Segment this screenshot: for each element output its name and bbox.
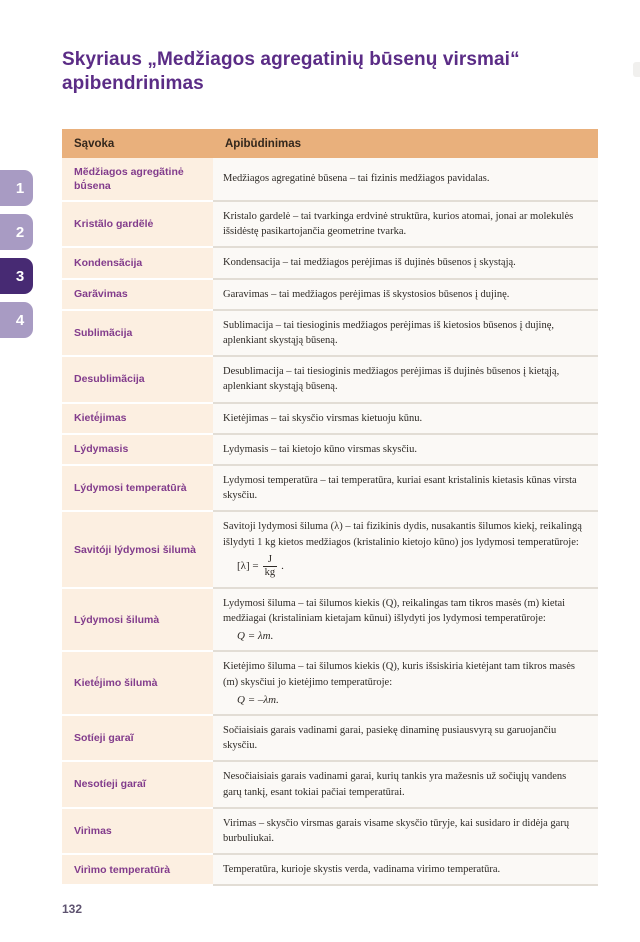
formula-suffix: . [281, 560, 284, 573]
term-cell [62, 809, 213, 855]
term-label: Kietė́jimas [74, 412, 127, 425]
term-label: Desublimãcija [74, 373, 145, 386]
term-label: Kondensãcija [74, 256, 143, 269]
definition-text: Sublimacija – tai tiesioginis medžiagos perėjimas iš kietosios būsenos į dujinę, aplenkiant skystąją būseną. [223, 319, 554, 346]
chapter-tab-3 [0, 258, 33, 294]
fraction [263, 554, 278, 579]
term-label: Nesotíeji garaĩ [74, 778, 146, 791]
definition-cell [213, 435, 598, 466]
term-label: Lýdymosi temperatūrà [74, 482, 187, 495]
table-row [62, 466, 598, 512]
definition-text: Kietėjimo šiluma – tai šilumos kiekis (Q), kuris išsiskiria kietėjant tam tikros masės (m) skysčiui jo kietėjimo temperatūroje: [223, 661, 575, 688]
term-label: Mẽdžiagos agregãtinė bū́sena [74, 165, 184, 192]
definition-cell [213, 466, 598, 512]
term-cell [62, 357, 213, 403]
fraction-denominator: kg [264, 566, 276, 578]
chapter-tab-1 [0, 170, 33, 206]
page-number: 132 [62, 902, 83, 917]
definition-text: Garavimas – tai medžiagos perėjimas iš skystosios būsenos į dujinę. [223, 288, 510, 300]
term-label: Virìmas [74, 824, 112, 837]
definition-cell [213, 512, 598, 589]
term-label: Kristãlo gardẽlė [74, 217, 154, 230]
page-edge-mark [633, 62, 640, 77]
chapter-tab-label: 1 [15, 179, 25, 197]
chapter-tabs [0, 170, 33, 346]
fraction-numerator: J [267, 553, 272, 565]
definition-cell [213, 716, 598, 762]
table-header-definition: Apibūdinimas [225, 137, 302, 150]
definition-cell [213, 652, 598, 715]
formula [237, 694, 586, 706]
term-cell [62, 512, 213, 589]
table-row [62, 809, 598, 855]
definition-cell [213, 202, 598, 248]
table-row [62, 589, 598, 652]
definition-text: Sočiaisiais garais vadinami garai, pasiekę dinaminę pusiausvyrą su garuojančiu skysčiu. [223, 724, 557, 752]
definition-cell [213, 762, 598, 808]
definition-cell [213, 311, 598, 357]
definition-text: Desublimacija – tai tiesioginis medžiagos perėjimas iš dujinės būsenos į kietąją, aplenkiant skystąją būseną. [223, 366, 560, 393]
definition-text: Medžiagos agregatinė būsena – tai fizinis medžiagos pavidalas. [223, 173, 490, 185]
table-body [62, 158, 598, 887]
definition-cell [213, 280, 598, 311]
definition-text: Virimas – skysčio virsmas garais visame skysčio tūryje, kai susidaro ir didėja garų burbuliukai. [223, 817, 570, 844]
table-row [62, 404, 598, 435]
definition-text: Savitoji lydymosi šiluma (λ) – tai fizikinis dydis, nusakantis šilumos kiekį, reikalingą išlydyti 1 kg kietos medžiagos (kristalinio kietojo kūno) jos lydymosi temperatūroje: [223, 521, 582, 548]
page-title [62, 48, 600, 96]
definition-cell [213, 589, 598, 652]
term-cell [62, 202, 213, 248]
term-label: Virìmo temperatūrà [74, 863, 171, 876]
page-title-line1: Skyriaus „Medžiagos agregatinių būsenų virsmai“ [62, 49, 520, 70]
term-cell [62, 158, 213, 202]
term-cell [62, 589, 213, 652]
definition-text: Lydymasis – tai kietojo kūno virsmas skysčiu. [223, 443, 417, 455]
table-row [62, 762, 598, 808]
term-label: Sublimãcija [74, 326, 133, 339]
definition-text: Lydymosi temperatūra – tai temperatūra, kuriai esant kristalinis kietasis kūnas virsta skysčiu. [223, 475, 577, 502]
term-label: Savitóji lýdymosi šilumà [74, 543, 196, 556]
definition-cell [213, 357, 598, 403]
term-cell [62, 311, 213, 357]
chapter-tab-4 [0, 302, 33, 338]
term-cell [62, 248, 213, 279]
chapter-tab-2 [0, 214, 33, 250]
table-row [62, 248, 598, 279]
term-label: Sotíeji garaĩ [74, 732, 134, 745]
term-label: Kietė́jimo šilumà [74, 677, 158, 690]
chapter-tab-label: 3 [15, 267, 25, 285]
definition-text: Lydymosi šiluma – tai šilumos kiekis (Q), reikalingas tam tikros masės (m) kietai medžiagai (kristaliniam kietajam kūnui) išlydyti jos lydymosi temperatūroje: [223, 598, 566, 625]
definition-cell [213, 158, 598, 202]
table-row [62, 311, 598, 357]
term-label: Garãvimas [74, 288, 128, 301]
table-row [62, 202, 598, 248]
term-cell [62, 855, 213, 886]
term-label: Lýdymosi šilumà [74, 613, 160, 626]
term-label: Lýdymasis [74, 443, 129, 456]
chapter-tab-label: 4 [15, 311, 25, 329]
table-row [62, 652, 598, 715]
term-cell [62, 404, 213, 435]
table-row [62, 357, 598, 403]
formula-lhs: [λ] = [237, 560, 259, 573]
table-row [62, 512, 598, 589]
definition-cell [213, 809, 598, 855]
term-cell [62, 435, 213, 466]
table-row [62, 435, 598, 466]
definition-text: Kristalo gardelė – tai tvarkinga erdvinė struktūra, kurios atomai, jonai ar molekulės išsidėstę pasikartojančia geometrine tvarka. [223, 210, 574, 238]
definition-text: Kietėjimas – tai skysčio virsmas kietuoju kūnu. [223, 412, 423, 424]
term-cell [62, 652, 213, 715]
formula [237, 630, 586, 642]
definition-cell [213, 248, 598, 279]
term-cell [62, 716, 213, 762]
summary-table [62, 129, 598, 887]
table-row [62, 855, 598, 886]
definition-cell [213, 855, 598, 886]
term-cell [62, 280, 213, 311]
formula-inline: Q = λm. [237, 630, 274, 643]
table-header-term: Sąvoka [74, 137, 115, 150]
formula [237, 554, 586, 579]
table-row [62, 158, 598, 202]
definition-text: Nesočiaisiais garais vadinami garai, kurių tankis yra mažesnis už sočiųjų vandens garų tankį, esant tokiai pačiai temperatūrai. [223, 771, 567, 798]
formula-inline: Q = –λm. [237, 693, 279, 706]
term-cell [62, 466, 213, 512]
definition-text: Temperatūra, kurioje skystis verda, vadinama virimo temperatūra. [223, 864, 501, 876]
term-cell [62, 762, 213, 808]
table-header-row [62, 129, 598, 158]
definition-cell [213, 404, 598, 435]
table-row [62, 716, 598, 762]
chapter-tab-label: 2 [15, 223, 25, 241]
definition-text: Kondensacija – tai medžiagos perėjimas iš dujinės būsenos į skystąją. [223, 257, 516, 269]
table-row [62, 280, 598, 311]
formula-fraction [237, 554, 284, 579]
page-title-line2: apibendrinimas [62, 72, 204, 94]
